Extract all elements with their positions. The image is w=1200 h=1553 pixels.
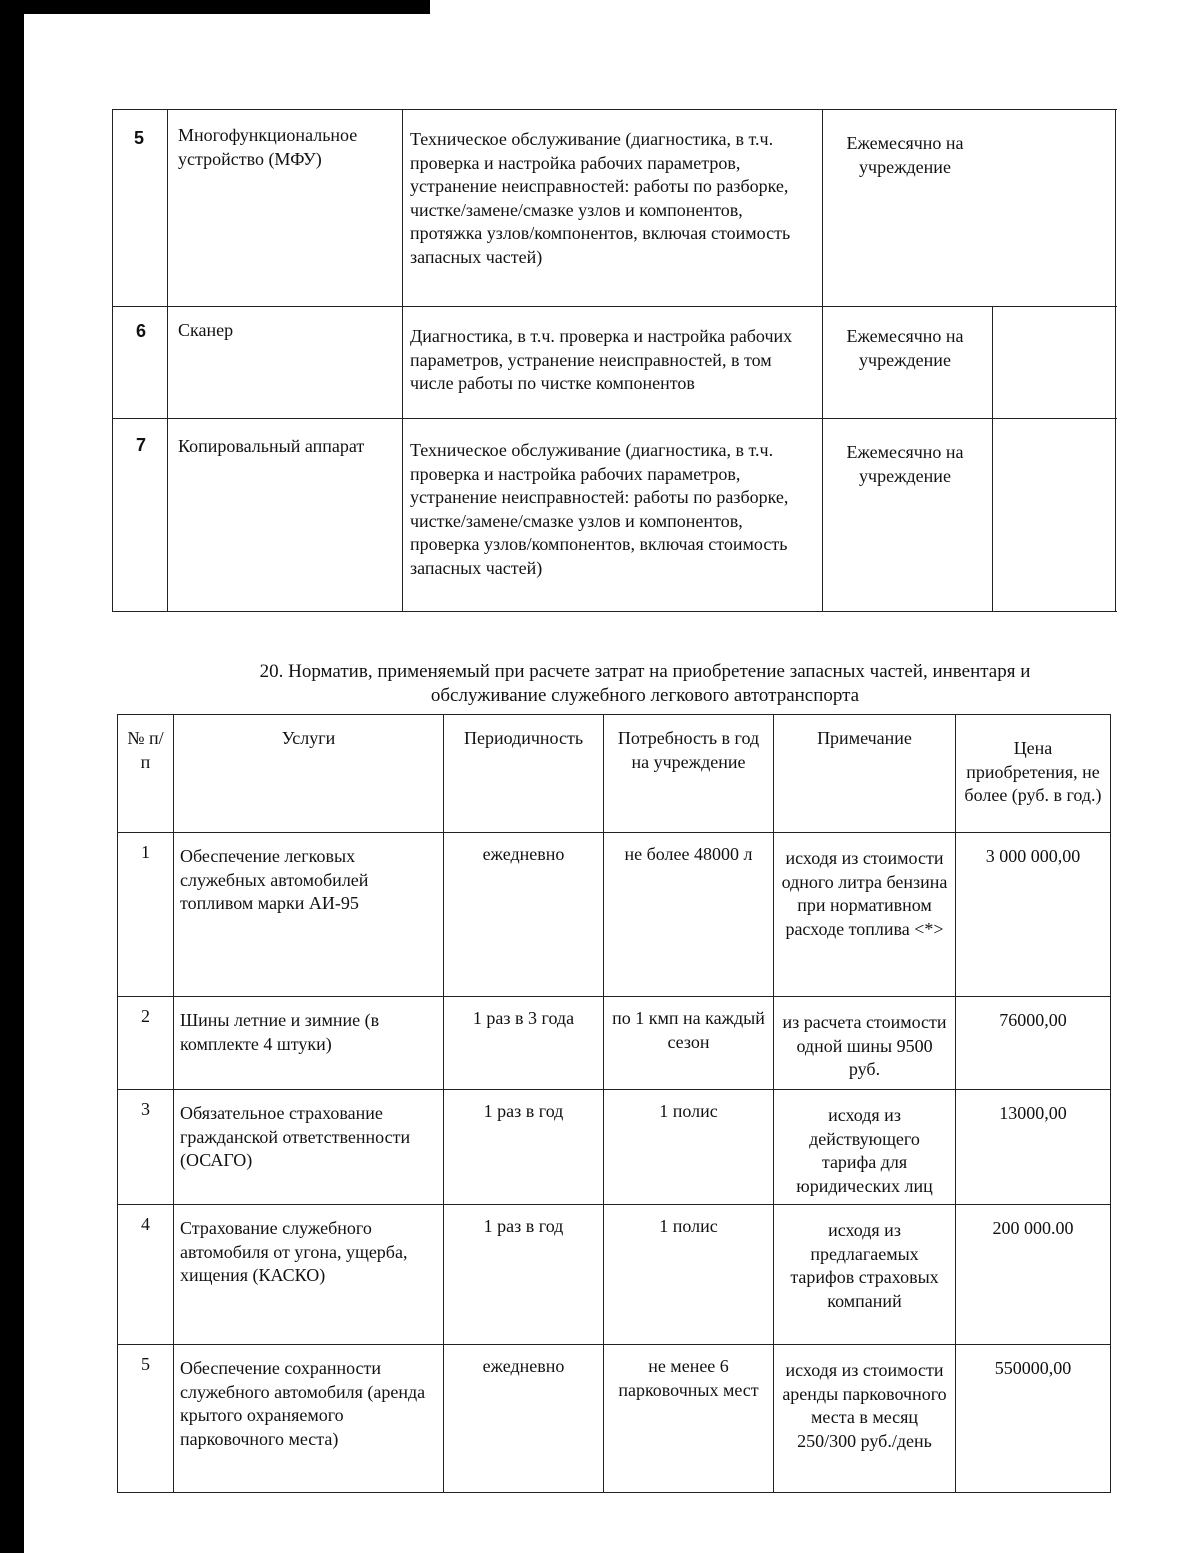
row-number: 4 — [118, 1205, 174, 1345]
row-number: 2 — [118, 997, 174, 1090]
header-price: Цена приобретения, не более (руб. в год.) — [956, 715, 1111, 833]
equipment-name: Копировальный аппарат — [178, 436, 365, 456]
service-name: Страхование служебного автомобиля от угона, ущерба, хищения (КАСКО) — [174, 1205, 444, 1345]
row-number: 3 — [118, 1090, 174, 1205]
row-number: 5 — [134, 128, 145, 148]
periodicity: 1 раз в год — [444, 1090, 604, 1205]
annual-need: 1 полис — [604, 1205, 774, 1345]
price: 13000,00 — [956, 1090, 1111, 1205]
table-row — [118, 1345, 1111, 1493]
row-number: 6 — [136, 321, 147, 341]
annual-need: не менее 6 парковочных мест — [604, 1345, 774, 1493]
note: исходя из стоимости одного литра бензина при нормативном расходе топлива <*> — [774, 833, 956, 997]
table-row — [118, 833, 1111, 997]
row-number: 1 — [118, 833, 174, 997]
table-row — [118, 1090, 1111, 1205]
vehicle-costs-table — [117, 714, 1111, 1493]
table-row — [118, 997, 1111, 1090]
note: из расчета стоимости одной шины 9500 руб. — [774, 997, 956, 1090]
scan-left-edge — [0, 0, 24, 1553]
header-num: № п/п — [118, 715, 174, 833]
service-frequency: Ежемесячно на учреждение — [846, 326, 964, 370]
service-name: Обеспечение легковых служебных автомобилей топливом марки АИ-95 — [174, 833, 444, 997]
table-row — [112, 306, 1117, 419]
table-header-row — [118, 715, 1111, 833]
note: исходя из предлагаемых тарифов страховых компаний — [774, 1205, 956, 1345]
service-name: Шины летние и зимние (в комплекте 4 штуки) — [174, 997, 444, 1090]
service-description: Диагностика, в т.ч. проверка и настройка рабочих параметров, устранение неисправностей, в том числе работы по чистке компонентов — [410, 326, 793, 393]
scan-top-bar — [0, 0, 430, 14]
periodicity: 1 раз в 3 года — [444, 997, 604, 1090]
header-service: Услуги — [174, 715, 444, 833]
annual-need: не более 48000 л — [604, 833, 774, 997]
table-row — [118, 1205, 1111, 1345]
section-heading: 20. Норматив, применяемый при расчете затрат на приобретение запасных частей, инвентаря и обслуживание служебного легкового автотранспорта — [259, 661, 1031, 706]
table-row — [112, 418, 1117, 612]
annual-need: 1 полис — [604, 1090, 774, 1205]
service-frequency: Ежемесячно на учреждение — [846, 442, 964, 486]
note: исходя из действующего тарифа для юридических лиц — [774, 1090, 956, 1205]
annual-need: по 1 кмп на каждый сезон — [604, 997, 774, 1090]
row-number: 5 — [118, 1345, 174, 1493]
periodicity: ежедневно — [444, 833, 604, 997]
service-description: Техническое обслуживание (диагностика, в т.ч. проверка и настройка рабочих параметров, устранение неисправностей: работы по разборке, чистке/замене/смазке узлов и компонентов, проверка узлов/компонентов, включая стоимость запасных частей) — [410, 440, 789, 578]
periodicity: ежедневно — [444, 1345, 604, 1493]
service-frequency: Ежемесячно на учреждение — [846, 133, 964, 177]
row-number: 7 — [136, 435, 147, 455]
price: 550000,00 — [956, 1345, 1111, 1493]
table-row — [112, 109, 1117, 307]
header-periodicity: Периодичность — [444, 715, 604, 833]
header-need: Потребность в год на учреждение — [604, 715, 774, 833]
note: исходя из стоимости аренды парковочного места в месяц 250/300 руб./день — [774, 1345, 956, 1493]
service-name: Обеспечение сохранности служебного автомобиля (аренда крытого охраняемого парковочного места) — [174, 1345, 444, 1493]
header-note: Примечание — [774, 715, 956, 833]
price: 3 000 000,00 — [956, 833, 1111, 997]
equipment-name: Многофункциональное устройство (МФУ) — [178, 125, 358, 169]
service-name: Обязательное страхование гражданской ответственности (ОСАГО) — [174, 1090, 444, 1205]
equipment-name: Сканер — [178, 320, 234, 340]
periodicity: 1 раз в год — [444, 1205, 604, 1345]
service-description: Техническое обслуживание (диагностика, в т.ч. проверка и настройка рабочих параметров, устранение неисправностей: работы по разборке, чистке/замене/смазке узлов и компонентов, протяжка узлов/компонентов, включая стоимость запасных частей) — [410, 129, 791, 267]
price: 200 000.00 — [956, 1205, 1111, 1345]
price: 76000,00 — [956, 997, 1111, 1090]
